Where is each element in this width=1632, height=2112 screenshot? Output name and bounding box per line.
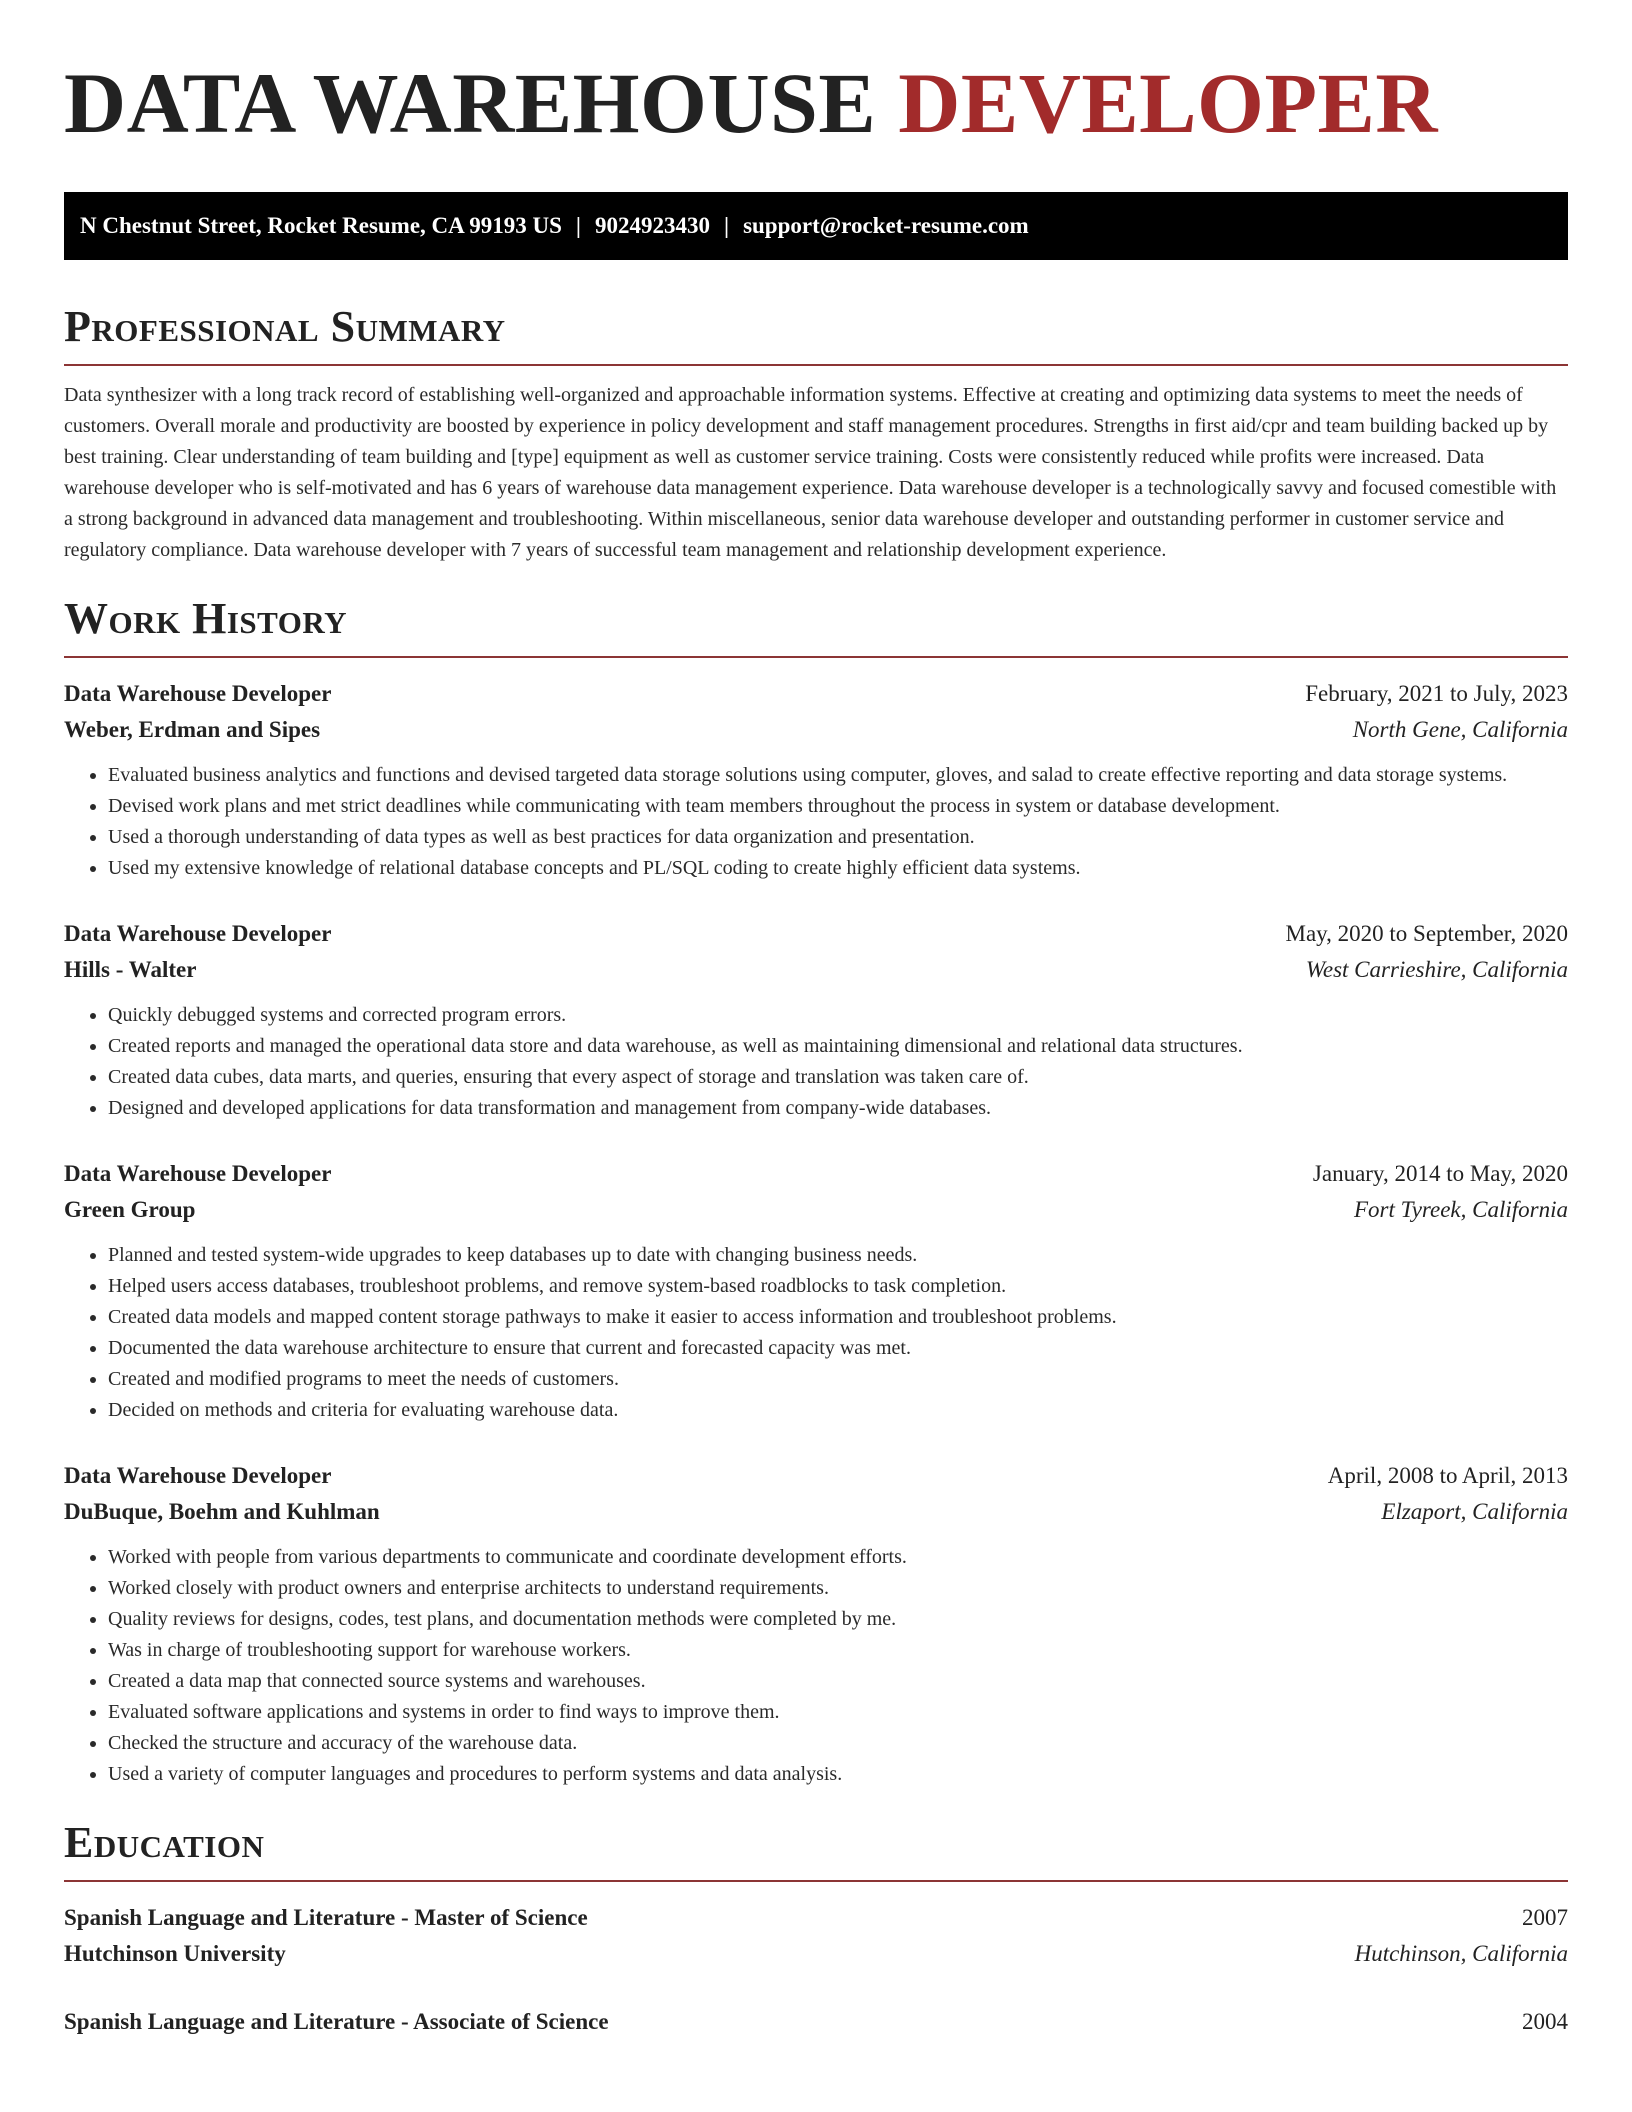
- work-history-section: [64, 594, 1568, 1790]
- job-bullet: • Used a thorough understanding of data types as well as best practices for data organization and presentation.: [108, 822, 1568, 853]
- job-bullets: [64, 1542, 1568, 1790]
- section-divider: [64, 1880, 1568, 1882]
- title-accent: DEVELOPER: [898, 55, 1438, 151]
- job-bullet: • Designed and developed applications for data transformation and management from company-wide databases.: [108, 1093, 1568, 1124]
- title-main: DATA WAREHOUSE: [64, 55, 877, 151]
- job-bullet: • Created reports and managed the operational data store and data warehouse, as well as maintaining dimensional and relational data structures.: [108, 1031, 1568, 1062]
- job-bullet: • Evaluated business analytics and functions and devised targeted data storage solutions using computer, gloves, and salad to create effective reporting and data storage systems.: [108, 760, 1568, 791]
- contact-separator: |: [575, 213, 581, 238]
- job-entry: [64, 1458, 1568, 1790]
- degree-name: Spanish Language and Literature - Associate of Science: [64, 2009, 609, 2034]
- job-bullet: • Planned and tested system-wide upgrades to keep databases up to date with changing business needs.: [108, 1240, 1568, 1271]
- job-bullet: • Quality reviews for designs, codes, test plans, and documentation methods were completed by me.: [108, 1604, 1568, 1635]
- job-bullet: • Used my extensive knowledge of relational database concepts and PL/SQL coding to create highly efficient data systems.: [108, 853, 1568, 884]
- job-location: West Carrieshire, California: [1305, 957, 1568, 982]
- job-title: Data Warehouse Developer: [64, 1161, 332, 1186]
- job-bullet: • Created and modified programs to meet the needs of customers.: [108, 1364, 1568, 1395]
- job-entry: [64, 1156, 1568, 1426]
- graduation-year: 2007: [1522, 1905, 1568, 1930]
- job-bullet: • Created data models and mapped content storage pathways to make it easier to access information and troubleshoot problems.: [108, 1302, 1568, 1333]
- section-heading: Professional Summary: [64, 302, 506, 351]
- job-bullets: [64, 1000, 1568, 1124]
- job-entry: [64, 676, 1568, 884]
- section-divider: [64, 364, 1568, 366]
- graduation-year: 2004: [1522, 2009, 1568, 2034]
- company-name: DuBuque, Boehm and Kuhlman: [64, 1499, 380, 1524]
- job-location: North Gene, California: [1352, 717, 1568, 742]
- degree-name: Spanish Language and Literature - Master of Science: [64, 1905, 588, 1930]
- job-bullet: • Checked the structure and accuracy of the warehouse data.: [108, 1728, 1568, 1759]
- job-bullets: [64, 1240, 1568, 1426]
- job-bullet: • Decided on methods and criteria for evaluating warehouse data.: [108, 1395, 1568, 1426]
- summary-text: Data synthesizer with a long track record of establishing well-organized and approachable information systems. Effective at creating and optimizing data systems to meet the needs of customers. Overall morale and productivity are boosted by experience in policy development and staff management procedures. Strengths in first aid/cpr and team building backed up by best training. Clear understanding of team building and [type] equipment as well as customer service training. Costs were consistently reduced while profits were increased. Data warehouse developer who is self-motivated and has 6 years of warehouse data management experience. Data warehouse developer is a technologically savvy and focused comestible with a strong background in advanced data management and troubleshooting. Within miscellaneous, senior data warehouse developer and outstanding performer in customer service and regulatory compliance. Data warehouse developer with 7 years of successful team management and relationship development experience.: [64, 384, 1557, 561]
- professional-summary-section: [64, 302, 1568, 566]
- job-bullet: • Quickly debugged systems and corrected program errors.: [108, 1000, 1568, 1031]
- job-location: Fort Tyreek, California: [1353, 1197, 1568, 1222]
- job-entry: [64, 916, 1568, 1124]
- contact-phone: 9024923430: [594, 213, 710, 238]
- job-dates: February, 2021 to July, 2023: [1305, 681, 1568, 706]
- resume-title: [64, 0, 1568, 151]
- education-entry: [64, 1900, 1568, 1972]
- job-bullet: • Created data cubes, data marts, and queries, ensuring that every aspect of storage and translation was taken care of.: [108, 1062, 1568, 1093]
- section-divider: [64, 656, 1568, 658]
- company-name: Green Group: [64, 1197, 196, 1222]
- job-title: Data Warehouse Developer: [64, 681, 332, 706]
- job-location: Elzaport, California: [1381, 1499, 1568, 1524]
- job-bullet: • Was in charge of troubleshooting support for warehouse workers.: [108, 1635, 1568, 1666]
- job-dates: January, 2014 to May, 2020: [1312, 1161, 1568, 1186]
- company-name: Hills - Walter: [64, 957, 197, 982]
- job-bullet: • Created a data map that connected source systems and warehouses.: [108, 1666, 1568, 1697]
- job-dates: April, 2008 to April, 2013: [1327, 1463, 1568, 1488]
- school-location: Hutchinson, California: [1354, 1941, 1568, 1966]
- school-name: Hutchinson University: [64, 1941, 286, 1966]
- job-bullet: • Used a variety of computer languages and procedures to perform systems and data analysis.: [108, 1759, 1568, 1790]
- job-bullets: [64, 760, 1568, 884]
- contact-bar: [64, 192, 1568, 260]
- education-entry: [64, 2004, 1568, 2040]
- section-heading: Work History: [64, 594, 348, 643]
- job-dates: May, 2020 to September, 2020: [1285, 921, 1568, 946]
- job-bullet: • Documented the data warehouse architecture to ensure that current and forecasted capacity was met.: [108, 1333, 1568, 1364]
- job-bullet: • Evaluated software applications and systems in order to find ways to improve them.: [108, 1697, 1568, 1728]
- job-bullet: • Helped users access databases, troubleshoot problems, and remove system-based roadblocks to task completion.: [108, 1271, 1568, 1302]
- education-section: [64, 1818, 1568, 2040]
- contact-separator: |: [723, 213, 730, 238]
- job-bullet: • Worked with people from various departments to communicate and coordinate development efforts.: [108, 1542, 1568, 1573]
- contact-address: N Chestnut Street, Rocket Resume, CA 99193 US: [80, 213, 562, 238]
- job-bullet: • Worked closely with product owners and enterprise architects to understand requirements.: [108, 1573, 1568, 1604]
- job-bullet: • Devised work plans and met strict deadlines while communicating with team members throughout the process in system or database development.: [108, 791, 1568, 822]
- company-name: Weber, Erdman and Sipes: [64, 717, 321, 742]
- contact-email: support@rocket-resume.com: [743, 213, 1029, 238]
- job-title: Data Warehouse Developer: [64, 921, 332, 946]
- section-heading: Education: [64, 1818, 265, 1867]
- job-title: Data Warehouse Developer: [64, 1463, 332, 1488]
